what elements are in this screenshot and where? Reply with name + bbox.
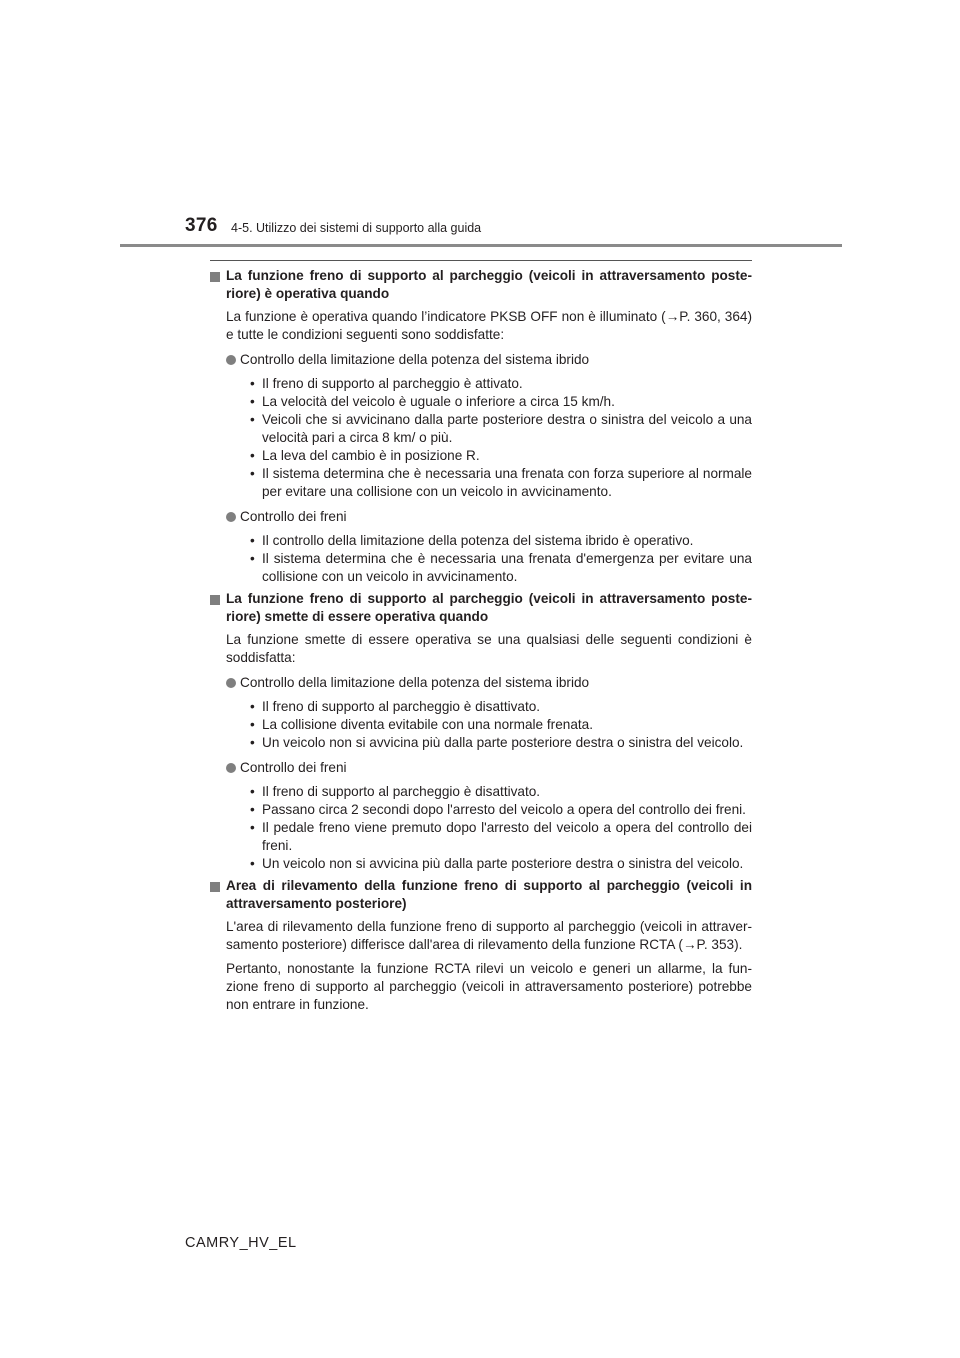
group <box>210 508 752 526</box>
bullet-list <box>210 532 752 586</box>
list-item-text: Il freno di supporto al parcheggio è disattivato. <box>262 699 541 714</box>
list-item-text: Veicoli che si avvicinano dalla parte posteriore destra o sinistra del veicolo a una velocità pari a circa 8 km/ o più. <box>262 412 752 445</box>
bullet-list <box>210 375 752 501</box>
list-item-text: Il pedale freno viene premuto dopo l'arresto del veicolo a opera del controllo dei freni. <box>262 820 752 853</box>
list-item-text: Un veicolo non si avvicina più dalla parte posteriore destra o sinistra del veicolo. <box>262 735 744 750</box>
list-item-text: Il sistema determina che è necessaria una frenata d'emergenza per evitare una collisione con un veicolo in avvicinamento. <box>262 551 752 584</box>
paragraph: L'area di rilevamento della funzione freno di supporto al parcheggio (veicoli in attraver-samento posteriore) differisce dall'area di rilevamento della funzione RCTA (→P. 353). <box>226 919 752 952</box>
block-heading <box>210 877 752 913</box>
content-top-rule <box>210 260 752 261</box>
group-title: Controllo della limitazione della potenza del sistema ibrido <box>240 352 590 367</box>
group <box>210 351 752 369</box>
square-bullet-icon <box>210 272 220 282</box>
content <box>210 267 752 1020</box>
list-item <box>250 465 752 501</box>
list-item-text: Passano circa 2 secondi dopo l'arresto del veicolo a opera del controllo dei freni. <box>262 802 746 817</box>
list-item <box>250 716 752 734</box>
list-item-text: Il controllo della limitazione della potenza del sistema ibrido è operativo. <box>262 533 694 548</box>
list-item <box>250 819 752 855</box>
bullet-list <box>210 783 752 873</box>
group <box>210 759 752 777</box>
list-item <box>250 801 752 819</box>
circle-bullet-icon <box>226 355 236 365</box>
paragraph: La funzione è operativa quando l’indicatore PKSB OFF non è illuminato (→P. 360, 364) e tutte le condizioni seguenti sono soddisfatte: <box>226 309 752 342</box>
block-heading <box>210 590 752 626</box>
block-stops-operating <box>210 590 752 873</box>
list-item <box>250 734 752 752</box>
bullet-dot: • <box>250 466 255 481</box>
list-item-text: La velocità del veicolo è uguale o inferiore a circa 15 km/h. <box>262 394 615 409</box>
bullet-dot: • <box>250 533 255 548</box>
block-heading <box>210 267 752 303</box>
header-rule <box>120 244 842 247</box>
bullet-list <box>210 698 752 752</box>
block-detection-area <box>210 877 752 1014</box>
list-item-text: Un veicolo non si avvicina più dalla parte posteriore destra o sinistra del veicolo. <box>262 856 744 871</box>
bullet-dot: • <box>250 717 255 732</box>
list-item-text: La collisione diventa evitabile con una normale frenata. <box>262 717 593 732</box>
square-bullet-icon <box>210 595 220 605</box>
paragraph: La funzione smette di essere operativa se una qualsiasi delle seguenti condizioni è soddisfatta: <box>226 632 752 665</box>
list-item <box>250 698 752 716</box>
page-number: 376 <box>185 215 218 236</box>
list-item-text: La leva del cambio è in posizione R. <box>262 448 480 463</box>
circle-bullet-icon <box>226 763 236 773</box>
bullet-dot: • <box>250 802 255 817</box>
heading-text: La funzione freno di supporto al parcheggio (veicoli in attraversamento poste-riore) smette di essere operativa quando <box>226 591 752 624</box>
bullet-dot: • <box>250 735 255 750</box>
group <box>210 674 752 692</box>
bullet-dot: • <box>250 412 255 427</box>
bullet-dot: • <box>250 784 255 799</box>
bullet-dot: • <box>250 376 255 391</box>
list-item <box>250 532 752 550</box>
list-item <box>250 550 752 586</box>
bullet-dot: • <box>250 448 255 463</box>
bullet-dot: • <box>250 699 255 714</box>
list-item-text: Il freno di supporto al parcheggio è disattivato. <box>262 784 541 799</box>
list-item <box>250 411 752 447</box>
footer-code: CAMRY_HV_EL <box>185 1235 297 1251</box>
square-bullet-icon <box>210 882 220 892</box>
block-operative <box>210 267 752 586</box>
bullet-dot: • <box>250 551 255 566</box>
list-item-text: Il sistema determina che è necessaria una frenata con forza superiore al normale per evitare una collisione con un veicolo in avvicinamento. <box>262 466 752 499</box>
bullet-dot: • <box>250 856 255 871</box>
list-item <box>250 447 752 465</box>
bullet-dot: • <box>250 820 255 835</box>
paragraph: Pertanto, nonostante la funzione RCTA rilevi un veicolo e generi un allarme, la fun-zione freno di supporto al parcheggio (veicoli in attraversamento posteriore) potrebbe non entrare in funzione. <box>226 961 752 1012</box>
group-title: Controllo dei freni <box>240 760 347 775</box>
list-item <box>250 783 752 801</box>
list-item <box>250 393 752 411</box>
group-title: Controllo dei freni <box>240 509 347 524</box>
section-title: 4-5. Utilizzo dei sistemi di supporto alla guida <box>231 221 482 235</box>
circle-bullet-icon <box>226 512 236 522</box>
bullet-dot: • <box>250 394 255 409</box>
heading-text: Area di rilevamento della funzione freno di supporto al parcheggio (veicoli in attraversamento posteriore) <box>226 878 752 911</box>
list-item <box>250 375 752 393</box>
heading-text: La funzione freno di supporto al parcheggio (veicoli in attraversamento poste-riore) è operativa quando <box>226 268 752 301</box>
list-item-text: Il freno di supporto al parcheggio è attivato. <box>262 376 523 391</box>
group-title: Controllo della limitazione della potenza del sistema ibrido <box>240 675 590 690</box>
list-item <box>250 855 752 873</box>
circle-bullet-icon <box>226 678 236 688</box>
